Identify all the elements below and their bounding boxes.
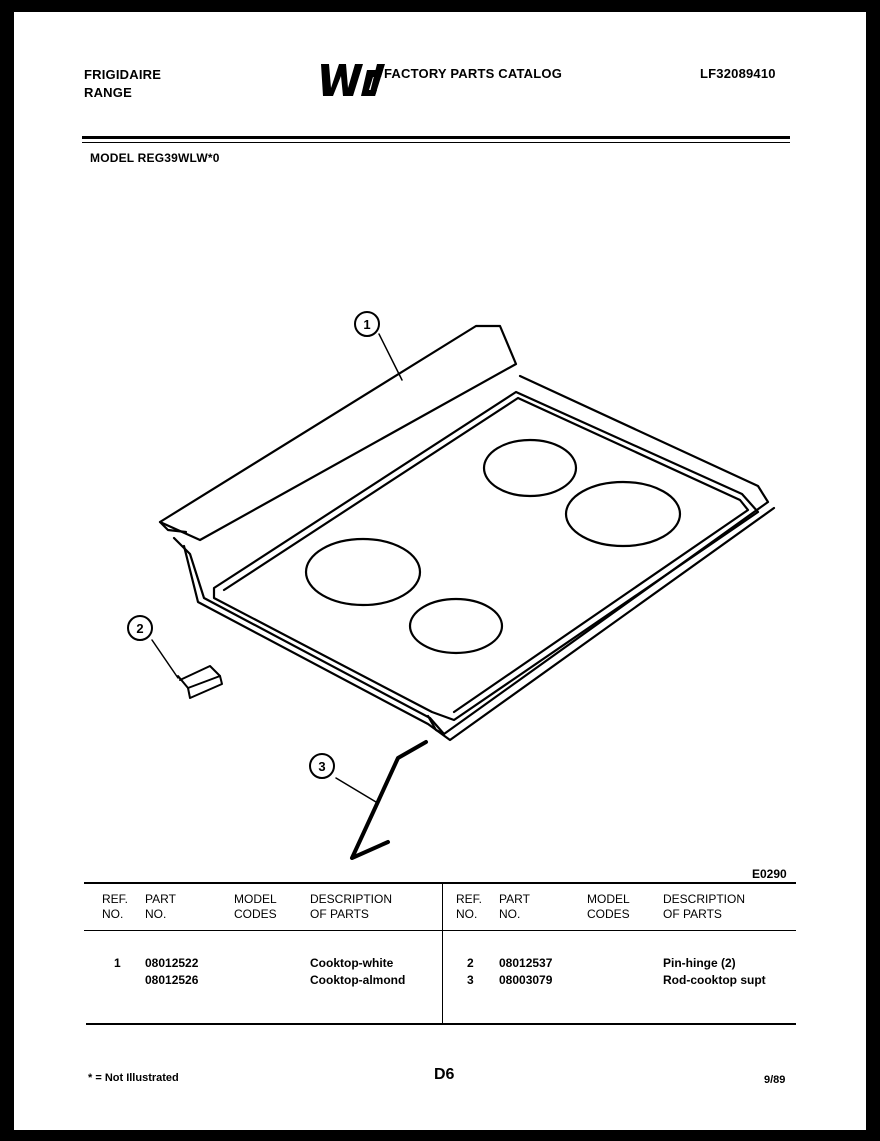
header-ref-no-right: REF. NO. [456, 892, 483, 921]
figure-code: E0290 [752, 867, 787, 881]
header-part-no-right: PART NO. [499, 892, 530, 921]
table-row-left-1-ref: 1 [114, 956, 121, 970]
callout-1-label: 1 [363, 317, 371, 332]
header-model-codes-right: MODEL CODES [587, 892, 630, 921]
brand-name: FRIGIDAIRE [84, 67, 162, 82]
header-model-codes-left: MODEL CODES [234, 892, 277, 921]
header-description-right: DESCRIPTION OF PARTS [663, 892, 746, 921]
table-row-right-1-desc: Pin-hinge (2) [663, 956, 736, 970]
callout-3-label: 3 [318, 759, 326, 774]
callout-3 [310, 754, 334, 778]
callout-2-label: 2 [136, 621, 144, 636]
header-ref-no-left: REF. NO. [102, 892, 129, 921]
product-type: RANGE [84, 85, 132, 100]
footer-note: * = Not Illustrated [88, 1072, 179, 1084]
table-divider [442, 884, 443, 1024]
table-row-left-2-desc: Cooktop-almond [310, 973, 406, 987]
catalog-page [14, 12, 866, 1130]
cooktop-diagram [14, 12, 866, 892]
pin-hinge-part [178, 666, 220, 688]
table-header-rule [84, 930, 796, 931]
callout-1 [355, 312, 379, 336]
burner-opening-rear-left [484, 440, 576, 496]
catalog-number: LF32089410 [700, 66, 776, 81]
callout-2 [128, 616, 152, 640]
table-row-right-2-desc: Rod-cooktop supt [663, 973, 766, 987]
header-description-left: DESCRIPTION OF PARTS [310, 892, 393, 921]
table-row-right-1-ref: 2 [467, 956, 474, 970]
table-row-right-2-part: 08003079 [499, 973, 553, 987]
table-top-rule [84, 882, 796, 884]
table-row-left-1-part: 08012522 [145, 956, 199, 970]
table-bottom-rule [86, 1023, 796, 1025]
burner-opening-front-left [306, 539, 420, 605]
burner-opening-front-right [410, 599, 502, 653]
support-rod-part [352, 742, 426, 858]
page-number: D6 [434, 1066, 455, 1083]
table-row-left-1-desc: Cooktop-white [310, 956, 394, 970]
table-row-right-2-ref: 3 [467, 973, 474, 987]
footer-date: 9/89 [764, 1074, 786, 1086]
cooktop-panel [214, 392, 758, 720]
burner-opening-rear-right [566, 482, 680, 546]
table-row-left-2-part: 08012526 [145, 973, 199, 987]
model-label: MODEL REG39WLW*0 [90, 151, 220, 165]
catalog-title: FACTORY PARTS CATALOG [384, 66, 563, 81]
table-row-right-1-part: 08012537 [499, 956, 553, 970]
header-part-no-left: PART NO. [145, 892, 176, 921]
